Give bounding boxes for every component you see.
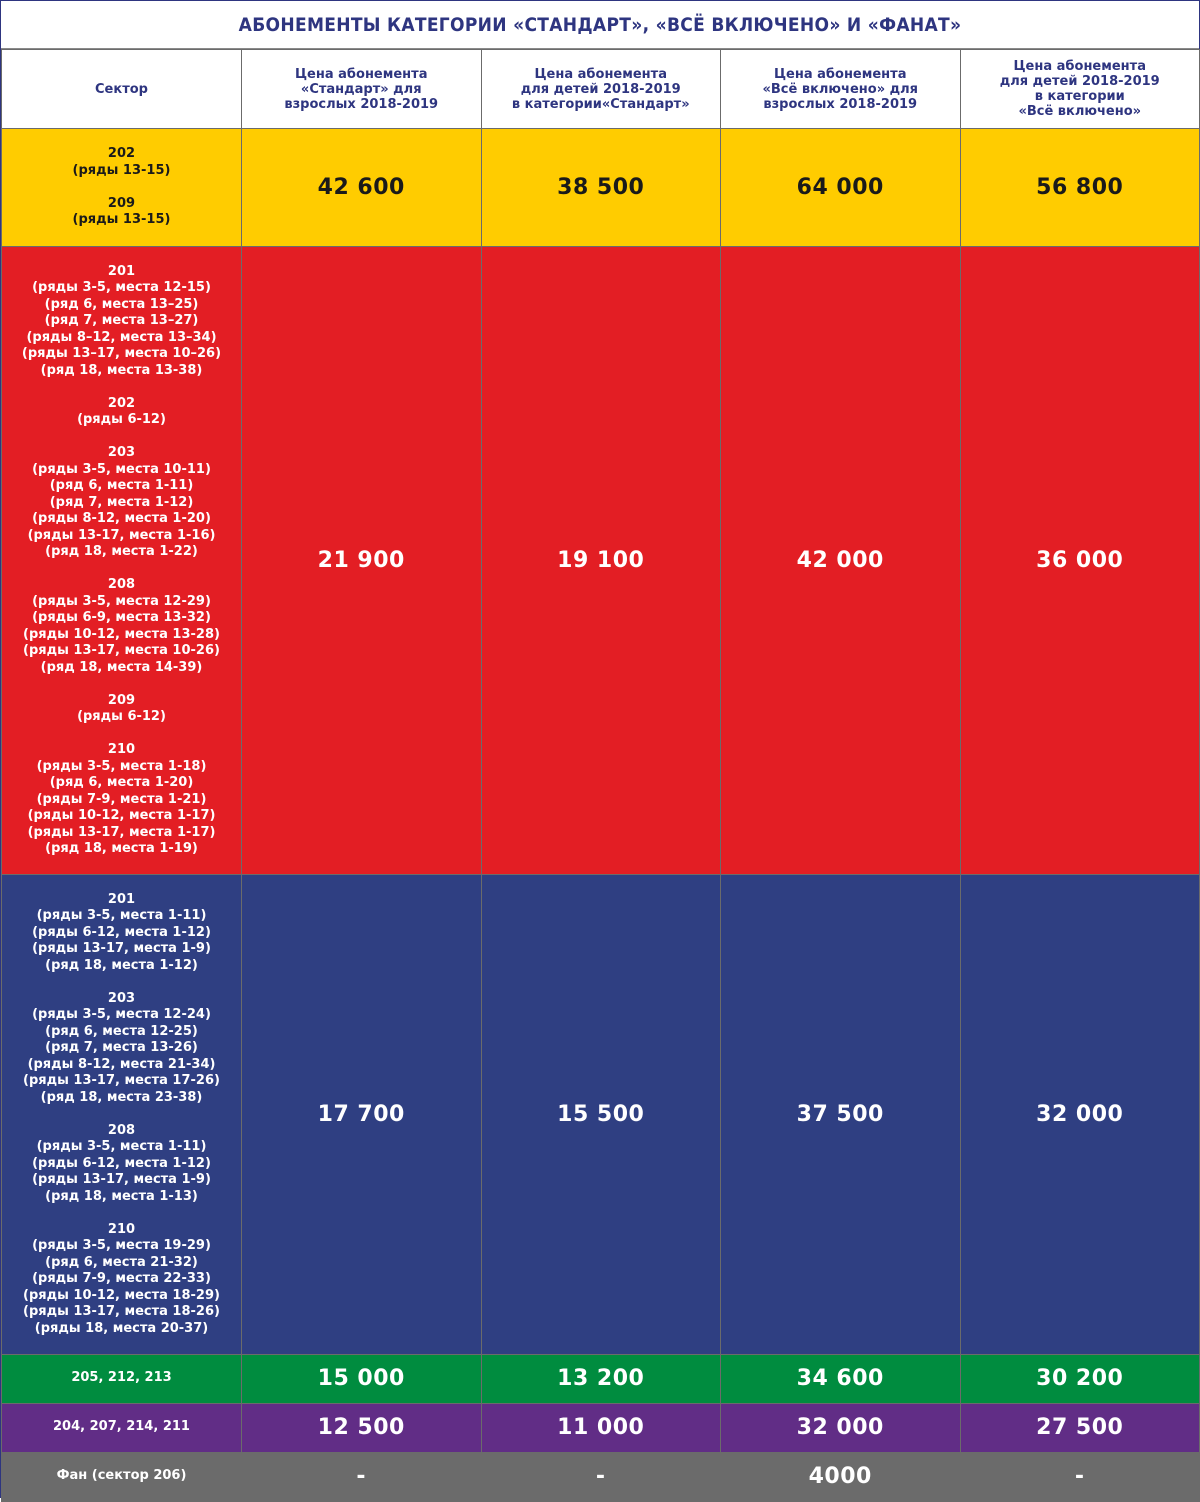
price-standard-adult: 12 500 [242, 1403, 482, 1452]
sector-group: 209 (ряды 6-12) [77, 692, 166, 724]
sector-cell [2, 129, 242, 247]
header-row [2, 50, 1200, 129]
sector-group: 202 (ряды 13-15) [72, 146, 171, 178]
table-row [2, 1452, 1200, 1501]
header-sector: Сектор [2, 50, 242, 129]
table-row [2, 1354, 1200, 1403]
price-all-inclusive-adult: 64 000 [721, 129, 961, 247]
price-all-inclusive-child: 30 200 [960, 1354, 1200, 1403]
price-standard-child: - [481, 1452, 721, 1501]
price-all-inclusive-adult: 37 500 [721, 875, 961, 1355]
sector-group: 210 (ряды 3-5, места 19-29) (ряд 6, места 21-32) (ряды 7-9, места 22-33) (ряды 10-12, места 18-29) (ряды 13-17, места 18-26) (ряды 18, места 20-37) [23, 1221, 220, 1336]
sector-cell [2, 247, 242, 875]
table-row [2, 875, 1200, 1355]
sector-cell: 204, 207, 214, 211 [2, 1403, 242, 1452]
sector-cell: 205, 212, 213 [2, 1354, 242, 1403]
table-row [2, 129, 1200, 247]
price-all-inclusive-child: 56 800 [960, 129, 1200, 247]
sector-group: 201 (ряды 3-5, места 1-11) (ряды 6-12, места 1-12) (ряды 13-17, места 1-9) (ряд 18, места 1-12) [32, 891, 211, 973]
price-all-inclusive-adult: 32 000 [721, 1403, 961, 1452]
header-all-inclusive-child: Цена абонемента для детей 2018-2019 в категории «Всё включено» [960, 50, 1200, 129]
price-all-inclusive-adult: 34 600 [721, 1354, 961, 1403]
price-standard-child: 13 200 [481, 1354, 721, 1403]
sector-group: 210 (ряды 3-5, места 1-18) (ряд 6, места 1-20) (ряды 7-9, места 1-21) (ряды 10-12, места 1-17) (ряды 13-17, места 1-17) (ряд 18, места 1-19) [27, 742, 216, 856]
header-standard-child: Цена абонемента для детей 2018-2019 в категории«Стандарт» [481, 50, 721, 129]
price-standard-child: 38 500 [481, 129, 721, 247]
price-standard-adult: 15 000 [242, 1354, 482, 1403]
price-standard-adult: 21 900 [242, 247, 482, 875]
sector-group: 203 (ряды 3-5, места 10-11) (ряд 6, места 1-11) (ряд 7, места 1-12) (ряды 8-12, места 1-20) (ряды 13-17, места 1-16) (ряд 18, места 1-22) [27, 445, 216, 559]
sector-group: 201 (ряды 3-5, места 12-15) (ряд 6, места 13–25) (ряд 7, места 13–27) (ряды 8–12, места 13–34) (ряды 13–17, места 10–26) (ряд 18, места 13-38) [21, 263, 222, 378]
price-all-inclusive-child: 36 000 [960, 247, 1200, 875]
sector-group: 203 (ряды 3-5, места 12-24) (ряд 6, места 12-25) (ряд 7, места 13-26) (ряды 8-12, места 21-34) (ряды 13-17, места 17-26) (ряд 18, места 23-38) [23, 990, 220, 1105]
header-all-inclusive-adult: Цена абонемента «Всё включено» для взрослых 2018-2019 [721, 50, 961, 129]
page-title: АБОНЕМЕНТЫ КАТЕГОРИИ «СТАНДАРТ», «ВСЁ ВКЛЮЧЕНО» И «ФАНАТ» [1, 1, 1199, 49]
price-standard-adult: 42 600 [242, 129, 482, 247]
table-row [2, 1403, 1200, 1452]
price-table [1, 49, 1200, 1502]
price-standard-child: 11 000 [481, 1403, 721, 1452]
header-standard-adult: Цена абонемента «Стандарт» для взрослых 2018-2019 [242, 50, 482, 129]
price-all-inclusive-child: - [960, 1452, 1200, 1501]
sector-cell [2, 875, 242, 1355]
price-standard-child: 15 500 [481, 875, 721, 1355]
price-all-inclusive-adult: 4000 [721, 1452, 961, 1501]
price-standard-adult: - [242, 1452, 482, 1501]
table-row [2, 247, 1200, 875]
sector-group: 208 (ряды 3-5, места 1-11) (ряды 6-12, места 1-12) (ряды 13-17, места 1-9) (ряд 18, места 1-13) [32, 1122, 211, 1204]
sector-group: 202 (ряды 6-12) [77, 395, 166, 427]
sector-cell: Фан (сектор 206) [2, 1452, 242, 1501]
sector-group: 208 (ряды 3-5, места 12-29) (ряды 6-9, места 13-32) (ряды 10-12, места 13-28) (ряды 13-17, места 10-26) (ряд 18, места 14-39) [23, 577, 220, 675]
price-all-inclusive-child: 27 500 [960, 1403, 1200, 1452]
price-all-inclusive-adult: 42 000 [721, 247, 961, 875]
price-standard-adult: 17 700 [242, 875, 482, 1355]
price-all-inclusive-child: 32 000 [960, 875, 1200, 1355]
sector-group: 209 (ряды 13-15) [72, 195, 171, 228]
price-standard-child: 19 100 [481, 247, 721, 875]
